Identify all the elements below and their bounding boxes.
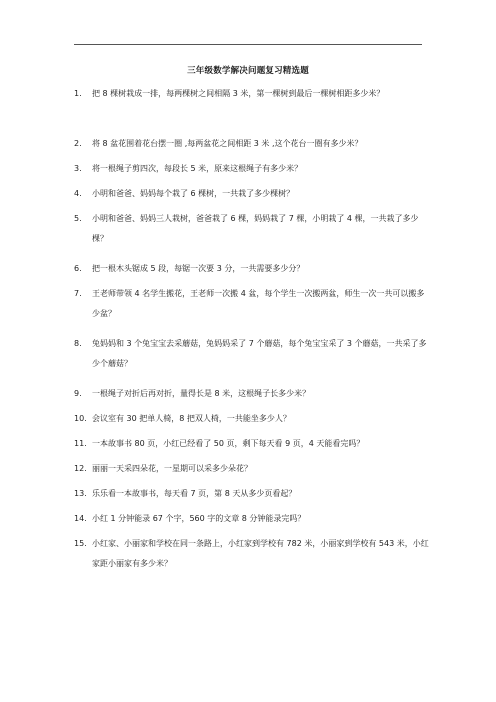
question-text: 将一根绳子剪四次，每段长 5 米，原来这根绳子有多少米？ [92, 164, 303, 173]
question-item [74, 459, 434, 479]
question-number: 15. [74, 539, 87, 548]
question-number: 1. [74, 89, 82, 98]
header-rule [74, 44, 422, 45]
question-text: 小明和爸爸、妈妈每个栽了 6 棵树，一共栽了多少棵树？ [92, 189, 295, 198]
question-item [74, 484, 434, 504]
question-number: 11. [74, 439, 87, 448]
question-item [74, 134, 434, 154]
question-number: 4. [74, 189, 82, 198]
question-number: 7. [74, 289, 82, 298]
question-number: 6. [74, 264, 82, 273]
question-text: 王老师带领 4 名学生搬花，王老师一次搬 4 盆，每个学生一次搬两盆，师生一次一共可以搬多少盆？ [92, 289, 425, 318]
question-item [74, 209, 434, 249]
question-number: 2. [74, 139, 82, 148]
question-text: 丽丽一天采四朵花，一星期可以采多少朵花？ [92, 464, 252, 473]
question-text: 小红家、小丽家和学校在同一条路上，小红家到学校有 782 米，小丽家到学校有 543 米，小红家距小丽家有多少米？ [92, 539, 429, 568]
question-text: 会议室有 30 把单人椅，8 把双人椅，一共能坐多少人？ [92, 414, 291, 423]
question-number: 5. [74, 214, 82, 223]
question-text: 将 8 盆花围着花台摆一圈 ,每两盆花之间相距 3 米 ,这个花台一圈有多少米？ [92, 139, 363, 148]
question-number: 10. [74, 414, 87, 423]
question-number: 13. [74, 489, 87, 498]
question-item [74, 259, 434, 279]
question-item [74, 434, 434, 454]
question-item [74, 384, 434, 404]
question-number: 12. [74, 464, 87, 473]
question-number: 14. [74, 514, 87, 523]
question-text: 小红 1 分钟能录 67 个字，560 字的文章 8 分钟能录完吗？ [92, 514, 306, 523]
question-number: 8. [74, 339, 82, 348]
question-item [74, 534, 434, 574]
question-number: 3. [74, 164, 82, 173]
question-text: 一根绳子对折后再对折，量得长是 8 米，这根绳子长多少米？ [92, 389, 311, 398]
question-item [74, 334, 434, 374]
question-text: 把一根木头锯成 5 段，每锯一次要 3 分，一共需要多少分？ [92, 264, 305, 273]
question-item [74, 409, 434, 429]
question-item [74, 159, 434, 179]
question-number: 9. [74, 389, 82, 398]
question-item [74, 84, 434, 104]
question-text: 把 8 棵树栽成一排，每两棵树之间相隔 3 米，第一棵树到最后一棵树相距多少米？ [92, 89, 385, 98]
question-item [74, 284, 434, 324]
question-text: 一本故事书 80 页，小红已经看了 50 页，剩下每天看 9 页，4 天能看完吗？ [92, 439, 365, 448]
question-item [74, 184, 434, 204]
document-title: 三年级数学解决问题复习精选题 [187, 66, 309, 76]
question-text: 兔妈妈和 3 个兔宝宝去采蘑菇，兔妈妈采了 7 个蘑菇，每个兔宝宝采了 3 个蘑菇，一共采了多少个蘑菇？ [92, 339, 427, 368]
question-text: 小明和爸爸、妈妈三人栽树，爸爸栽了 6 棵，妈妈栽了 7 棵，小明栽了 4 棵，一共栽了多少棵？ [92, 214, 419, 243]
question-text: 乐乐看一本故事书，每天看 7 页，第 8 天从多少页看起？ [92, 489, 297, 498]
question-item [74, 509, 434, 529]
